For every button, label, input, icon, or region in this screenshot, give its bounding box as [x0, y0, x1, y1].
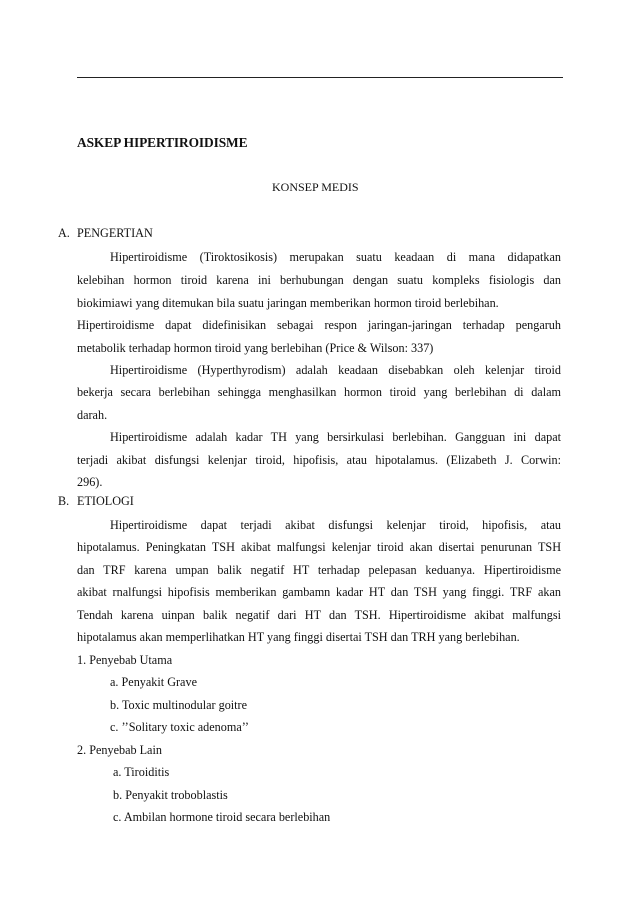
paragraph-line: bekerja secara berlebihan sehingga menghasilkan hormon tiroid yang berlebihan di dalam: [77, 385, 561, 399]
paragraph-line: hipotalamus. Peningkatan TSH akibat malfungsi kelenjar tiroid akan disertai penurunan TSH: [77, 540, 561, 554]
paragraph-line: akibat rnalfungsi hipofisis memberikan gambamn kadar HT dan TSH yang finggi. TRF akan: [77, 585, 561, 599]
list-item: c. ’’Solitary toxic adenoma’’: [110, 720, 249, 734]
section-heading-etiologi: [58, 494, 258, 510]
section-number: B.: [58, 494, 70, 508]
paragraph-line: Tendah karena uinpan balik negatif dari HT dan TSH. Hipertiroidisme akibat malfungsi: [77, 608, 561, 622]
paragraph-line: biokimiawi yang ditemukan bila suatu jaringan memberikan hormon tiroid berlebihan.: [77, 296, 499, 310]
paragraph-line: hipotalamus akan memperlihatkan HT yang finggi disertai TSH dan TRH yang berlebihan.: [77, 630, 520, 644]
list-heading-penyebab-utama: 1. Penyebab Utama: [77, 653, 173, 667]
list-item: b. Toxic multinodular goitre: [110, 698, 248, 712]
section-heading-pengertian: [58, 226, 258, 242]
list-item: a. Penyakit Grave: [110, 675, 197, 689]
header-rule: [77, 77, 563, 78]
paragraph-line: 296).: [77, 475, 103, 489]
list-item: a. Tiroiditis: [113, 765, 170, 779]
paragraph-line: Hipertiroidisme dapat didefinisikan sebagai respon jaringan-jaringan terhadap pengaruh: [77, 318, 561, 332]
paragraph-line: Hipertiroidisme dapat terjadi akibat disfungsi kelenjar tiroid, hipofisis, atau: [110, 518, 561, 532]
paragraph-line: Hipertiroidisme adalah kadar TH yang bersirkulasi berlebihan. Gangguan ini dapat: [110, 430, 561, 444]
paragraph-line: metabolik terhadap hormon tiroid yang berlebihan (Price & Wilson: 337): [77, 341, 434, 355]
document-title: ASKEP HIPERTIROIDISME: [77, 135, 248, 150]
paragraph-line: Hipertiroidisme (Tiroktosikosis) merupakan suatu keadaan di mana didapatkan: [110, 250, 561, 264]
document-subtitle: KONSEP MEDIS: [272, 180, 359, 194]
section-label: ETIOLOGI: [77, 494, 134, 508]
paragraph-line: terjadi akibat disfungsi kelenjar tiroid, hipofisis, atau hipotalamus. (Elizabeth J. Corwin:: [77, 453, 561, 467]
section-label: PENGERTIAN: [77, 226, 153, 240]
paragraph-line: Hipertiroidisme (Hyperthyrodism) adalah keadaan disebabkan oleh kelenjar tiroid: [110, 363, 561, 377]
list-heading-penyebab-lain: 2. Penyebab Lain: [77, 743, 162, 757]
list-item: b. Penyakit troboblastis: [113, 788, 228, 802]
paragraph-line: darah.: [77, 408, 108, 422]
section-number: A.: [58, 226, 70, 240]
list-item: c. Ambilan hormone tiroid secara berlebihan: [113, 810, 331, 824]
paragraph-line: kelebihan hormon tiroid karena ini berhubungan dengan suatu kompleks fisiologis dan: [77, 273, 561, 287]
paragraph-line: dan TRF karena umpan balik negatif HT terhadap pelepasan keduanya. Hipertiroidisme: [77, 563, 561, 577]
